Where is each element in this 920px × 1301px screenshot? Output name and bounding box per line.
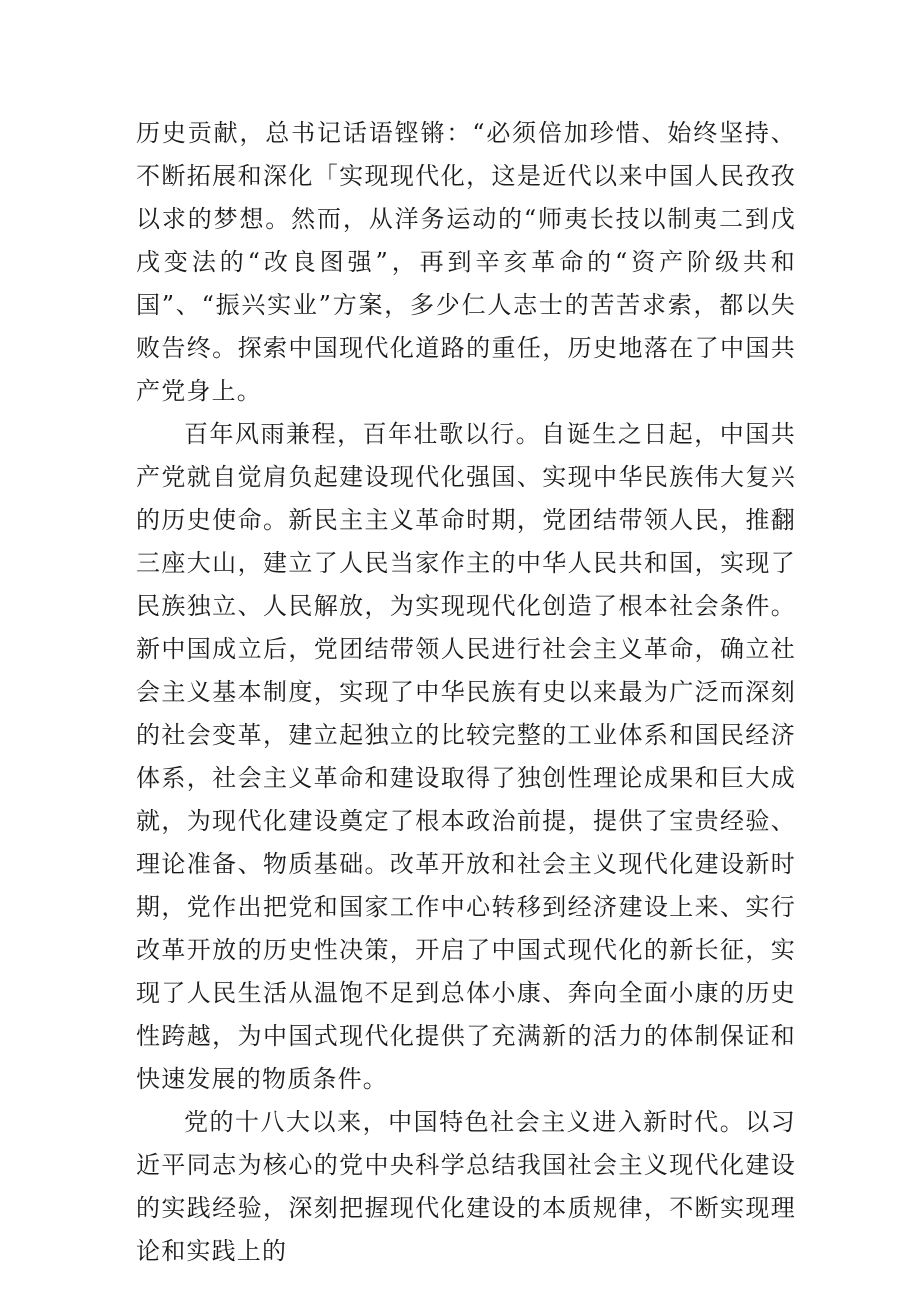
paragraph-1: 历史贡献，总书记话语铿锵：“必须倍加珍惜、始终坚持、不断拓展和深化「实现现代化，这是近代以来中国人民孜孜以求的梦想。然而，从洋务运动的“师夷长技以制夷二到戊戌变法的“改良图强”，再到辛亥革命的“资产阶级共和国”、“振兴实业”方案，多少仁人志士的苦苦求索，都以失败告终。探索中国现代化道路的重任，历史地落在了中国共产党身上。	[136, 119, 796, 405]
document-body	[136, 112, 796, 1273]
paragraph-2: 百年风雨兼程，百年壮歌以行。自诞生之日起，中国共产党就自觉肩负起建设现代化强国、实现中华民族伟大复兴的历史使命。新民主主义革命时期，党团结带领人民，推翻三座大山，建立了人民当家作主的中华人民共和国，实现了民族独立、人民解放，为实现现代化创造了根本社会条件。新中国成立后，党团结带领人民进行社会主义革命，确立社会主义基本制度，实现了中华民族有史以来最为广泛而深刻的社会变革，建立起独立的比较完整的工业体系和国民经济体系，社会主义革命和建设取得了独创性理论成果和巨大成就，为现代化建设奠定了根本政治前提，提供了宝贵经验、理论准备、物质基础。改革开放和社会主义现代化建设新时期，党作出把党和国家工作中心转移到经济建设上来、实行改革开放的历史性决策，开启了中国式现代化的新长征，实现了人民生活从温饱不足到总体小康、奔向全面小康的历史性跨越，为中国式现代化提供了充满新的活力的体制保证和快速发展的物质条件。	[136, 420, 796, 1093]
paragraph-3: 党的十八大以来，中国特色社会主义进入新时代。以习近平同志为核心的党中央科学总结我国社会主义现代化建设的实践经验，深刻把握现代化建设的本质规律，不断实现理论和实践上的	[136, 1108, 796, 1265]
